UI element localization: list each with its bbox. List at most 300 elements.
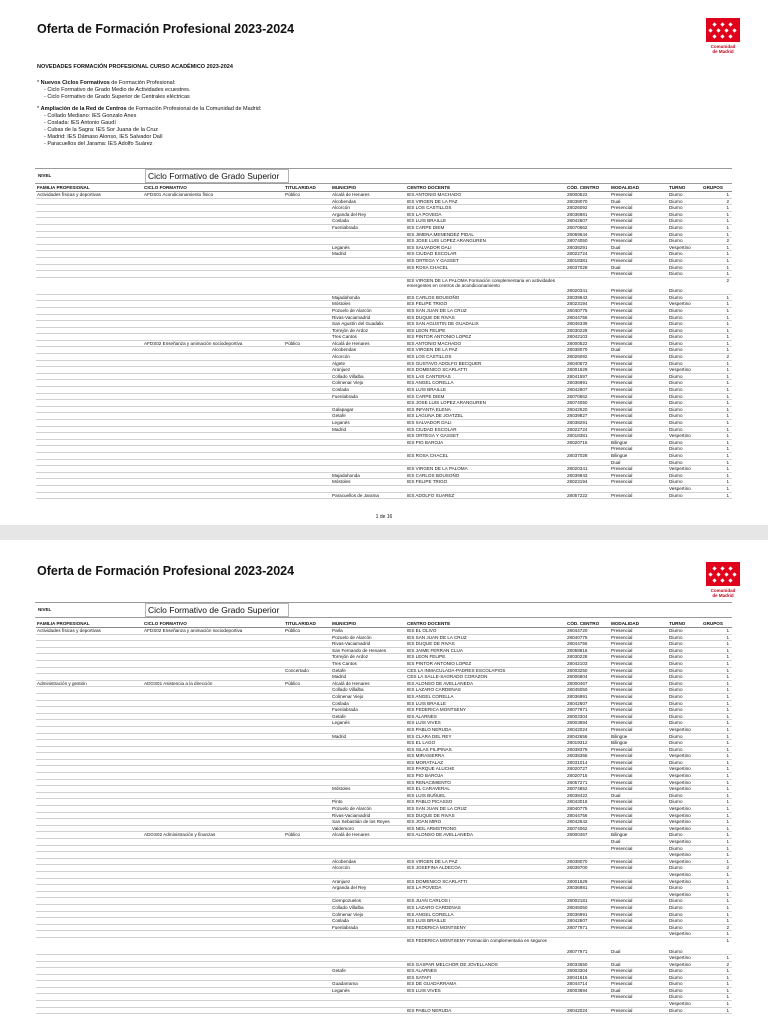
grupos-cell: 1 xyxy=(702,726,732,733)
modalidad-cell: Presencial xyxy=(610,294,668,301)
centro-cell: IES SAN JUAN DE LA CRUZ xyxy=(406,806,566,813)
codigo-cell: 28038070 xyxy=(566,347,610,354)
grupos-cell: 1 xyxy=(702,937,732,954)
centro-cell: IES PINTOR ANTONIO LOPEZ xyxy=(406,334,566,341)
table-row xyxy=(36,878,732,885)
modalidad-cell: Presencial xyxy=(610,367,668,374)
familia-cell: Administración y gestión xyxy=(36,680,143,687)
centro-cell: IES EL OLIVO xyxy=(406,628,566,635)
grupos-cell: 1 xyxy=(702,314,732,321)
grupos-cell: 1 xyxy=(702,931,732,938)
centro-cell: IES JOSE LUIS LOPEZ ARANGUREN xyxy=(406,400,566,407)
titularidad-cell xyxy=(284,733,331,740)
familia-cell xyxy=(36,924,143,931)
grupos-cell: 1 xyxy=(702,981,732,988)
grupos-cell: 2 xyxy=(702,238,732,245)
familia-cell xyxy=(36,426,143,433)
grupos-cell: 1 xyxy=(702,693,732,700)
familia-cell xyxy=(36,1001,143,1008)
grupos-cell: 1 xyxy=(702,406,732,413)
turno-cell: Vespertino xyxy=(668,839,702,846)
codigo-cell: 28026092 xyxy=(566,354,610,361)
modalidad-cell: Presencial xyxy=(610,413,668,420)
turno-cell: Vespertino xyxy=(668,961,702,968)
titularidad-cell xyxy=(284,433,331,440)
table-row xyxy=(36,321,732,328)
grupos-cell: 1 xyxy=(702,218,732,225)
grupos-cell: 1 xyxy=(702,898,732,905)
codigo-cell: 28033650 xyxy=(566,961,610,968)
codigo-cell: 28074050 xyxy=(566,400,610,407)
table-row xyxy=(36,426,732,433)
table-row xyxy=(36,871,732,878)
centro-cell: IES SAN AGUSTIN DE GUADALIX xyxy=(406,321,566,328)
familia-cell xyxy=(36,271,143,278)
titularidad-cell xyxy=(284,211,331,218)
titularidad-cell xyxy=(284,674,331,681)
ciclo-cell xyxy=(143,845,284,852)
table-row xyxy=(36,898,732,905)
centro-cell: CES LA SALLE-SAGRADO CORAZON xyxy=(406,674,566,681)
familia-cell xyxy=(36,393,143,400)
centro-cell: IES ANGEL CORELLA xyxy=(406,693,566,700)
familia-cell xyxy=(36,446,143,453)
table-row xyxy=(36,720,732,727)
codigo-cell xyxy=(566,954,610,961)
titularidad-cell: Público xyxy=(284,832,331,839)
turno-cell: Diurno xyxy=(668,987,702,994)
col-titularidad: TITULARIDAD xyxy=(284,621,331,628)
table-row xyxy=(36,420,732,427)
familia-cell xyxy=(36,485,143,492)
modalidad-cell: Presencial xyxy=(610,693,668,700)
municipio-cell: Madrid xyxy=(331,251,406,258)
ciclo-cell xyxy=(143,733,284,740)
familia-cell xyxy=(36,433,143,440)
centro-cell: IES DUQUE DE RIVAS xyxy=(406,314,566,321)
titularidad-cell xyxy=(284,878,331,885)
ciclo-cell xyxy=(143,380,284,387)
modalidad-cell: Presencial xyxy=(610,786,668,793)
modalidad-cell: Presencial xyxy=(610,773,668,780)
table-row xyxy=(36,700,732,707)
modalidad-cell: Presencial xyxy=(610,251,668,258)
ciclo-cell xyxy=(143,294,284,301)
titularidad-cell xyxy=(284,891,331,898)
ciclo-cell xyxy=(143,426,284,433)
familia-cell xyxy=(36,720,143,727)
ciclo-cell xyxy=(143,218,284,225)
familia-cell xyxy=(36,713,143,720)
modalidad-cell: Presencial xyxy=(610,707,668,714)
grupos-cell: 1 xyxy=(702,878,732,885)
turno-cell: Vespertino xyxy=(668,852,702,859)
municipio-cell xyxy=(331,753,406,760)
grupos-cell: 1 xyxy=(702,858,732,865)
titularidad-cell: Concertado xyxy=(284,667,331,674)
turno-cell: Diurno xyxy=(668,634,702,641)
centro-cell: IES PIO BAROJA xyxy=(406,773,566,780)
grupos-cell: 1 xyxy=(702,786,732,793)
codigo-cell: 28022724 xyxy=(566,426,610,433)
familia-cell xyxy=(36,321,143,328)
municipio-cell: Arganda del Rey xyxy=(331,211,406,218)
familia-cell xyxy=(36,231,143,238)
modalidad-cell: Presencial xyxy=(610,192,668,199)
ciclo-cell: ADGS02 Administración y finanzas xyxy=(143,832,284,839)
turno-cell: Diurno xyxy=(668,257,702,264)
col-titularidad: TITULARIDAD xyxy=(284,185,331,192)
ciclo-cell xyxy=(143,634,284,641)
familia-cell xyxy=(36,647,143,654)
grupos-cell: 1 xyxy=(702,393,732,400)
municipio-cell: Majadahonda xyxy=(331,294,406,301)
table-row xyxy=(36,334,732,341)
centro-cell xyxy=(406,931,566,938)
table-row xyxy=(36,406,732,413)
turno-cell: Diurno xyxy=(668,911,702,918)
table-row xyxy=(36,492,732,499)
familia-cell xyxy=(36,459,143,466)
modalidad-cell: Presencial xyxy=(610,314,668,321)
familia-cell xyxy=(36,472,143,479)
table-row xyxy=(36,674,732,681)
modalidad-cell: Presencial xyxy=(610,340,668,347)
table-row xyxy=(36,354,732,361)
titularidad-cell xyxy=(284,924,331,931)
familia-cell xyxy=(36,806,143,813)
titularidad-cell xyxy=(284,812,331,819)
centro-cell: IES LEON FELIPE xyxy=(406,654,566,661)
modalidad-cell: Presencial xyxy=(610,924,668,931)
titularidad-cell xyxy=(284,766,331,773)
familia-cell xyxy=(36,674,143,681)
modalidad-cell: Presencial xyxy=(610,819,668,826)
ciclo-cell xyxy=(143,373,284,380)
turno-cell: Diurno xyxy=(668,211,702,218)
municipio-cell: Parla xyxy=(331,628,406,635)
turno-cell: Vespertino xyxy=(668,871,702,878)
grupos-cell: 1 xyxy=(702,257,732,264)
ciclo-cell xyxy=(143,492,284,499)
ciclo-cell xyxy=(143,660,284,667)
centro-cell: IES LUIS BRAILLE xyxy=(406,700,566,707)
news-sub-item: - Collado Mediano: IES Gonzalo Anes xyxy=(44,113,137,119)
familia-cell xyxy=(36,224,143,231)
titularidad-cell xyxy=(284,314,331,321)
turno-cell: Diurno xyxy=(668,373,702,380)
ciclo-cell xyxy=(143,812,284,819)
centro-cell: IES FEDERICA MONTSENY xyxy=(406,707,566,714)
turno-cell: Diurno xyxy=(668,205,702,212)
codigo-cell: 28003250 xyxy=(566,667,610,674)
municipio-cell: Paracuellos de Jarama xyxy=(331,492,406,499)
familia-cell: Actividades físicas y deportivas xyxy=(36,628,143,635)
turno-cell: Diurno xyxy=(668,660,702,667)
codigo-cell: 28042656 xyxy=(566,733,610,740)
grupos-cell: 1 xyxy=(702,446,732,453)
centro-cell: IES LUIS VIVES xyxy=(406,720,566,727)
familia-cell xyxy=(36,244,143,251)
table-row xyxy=(36,707,732,714)
centro-cell: IES FEDERICA MONTSENY Formación complementaria en seguros xyxy=(406,937,566,954)
centro-cell: IES FEDERICA MONTSENY xyxy=(406,924,566,931)
turno-cell: Vespertino xyxy=(668,244,702,251)
centro-cell: IES SATAFI xyxy=(406,974,566,981)
turno-cell: Diurno xyxy=(668,446,702,453)
ciclo-cell xyxy=(143,987,284,994)
modalidad-cell: Presencial xyxy=(610,446,668,453)
familia-cell xyxy=(36,400,143,407)
titularidad-cell xyxy=(284,687,331,694)
codigo-cell: 28030228 xyxy=(566,327,610,334)
codigo-cell: 28070662 xyxy=(566,393,610,400)
codigo-cell xyxy=(566,1001,610,1008)
familia-cell xyxy=(36,479,143,486)
ciclo-cell: AFDS01 Acondicionamiento físico xyxy=(143,192,284,199)
codigo-cell: 28036991 xyxy=(566,380,610,387)
modalidad-cell: Dual xyxy=(610,839,668,846)
titularidad-cell xyxy=(284,740,331,747)
grupos-cell: 1 xyxy=(702,271,732,278)
table-row xyxy=(36,885,732,892)
table-row xyxy=(36,954,732,961)
turno-cell: Diurno xyxy=(668,674,702,681)
grupos-cell: 1 xyxy=(702,347,732,354)
grupos-cell: 1 xyxy=(702,667,732,674)
table-row xyxy=(36,680,732,687)
ciclo-cell xyxy=(143,466,284,473)
grupos-cell: 1 xyxy=(702,192,732,199)
table-row xyxy=(36,726,732,733)
codigo-cell: 28057222 xyxy=(566,492,610,499)
codigo-cell xyxy=(566,994,610,1001)
grupos-cell: 1 xyxy=(702,812,732,819)
modalidad-cell: Presencial xyxy=(610,628,668,635)
centro-cell: IES CLARA DEL REY xyxy=(406,733,566,740)
centro-cell: IES EL CARAVERAL xyxy=(406,786,566,793)
familia-cell xyxy=(36,340,143,347)
turno-cell: Diurno xyxy=(668,218,702,225)
grupos-cell: 1 xyxy=(702,211,732,218)
titularidad-cell xyxy=(284,413,331,420)
familia-cell xyxy=(36,360,143,367)
turno-cell: Diurno xyxy=(668,472,702,479)
familia-cell xyxy=(36,667,143,674)
nivel-label: NIVEL xyxy=(38,173,52,178)
grupos-cell: 1 xyxy=(702,713,732,720)
titularidad-cell xyxy=(284,400,331,407)
codigo-cell: 28074062 xyxy=(566,825,610,832)
grupos-cell: 1 xyxy=(702,327,732,334)
grupos-cell: 1 xyxy=(702,321,732,328)
ciclo-cell xyxy=(143,825,284,832)
titularidad-cell xyxy=(284,347,331,354)
ciclo-cell xyxy=(143,485,284,492)
table-row xyxy=(36,479,732,486)
grupos-cell: 1 xyxy=(702,753,732,760)
turno-cell: Diurno xyxy=(668,937,702,954)
ciclo-cell xyxy=(143,819,284,826)
grupos-cell: 1 xyxy=(702,687,732,694)
familia-cell xyxy=(36,726,143,733)
grupos-cell: 1 xyxy=(702,987,732,994)
grupos-cell: 1 xyxy=(702,479,732,486)
turno-cell: Diurno xyxy=(668,898,702,905)
familia-cell xyxy=(36,198,143,205)
modalidad-cell: Dual xyxy=(610,459,668,466)
modalidad-cell: Presencial xyxy=(610,271,668,278)
municipio-cell: Valdemoro xyxy=(331,825,406,832)
familia-cell xyxy=(36,981,143,988)
modalidad-cell: Presencial xyxy=(610,878,668,885)
turno-cell: Diurno xyxy=(668,413,702,420)
table-row xyxy=(36,911,732,918)
turno-cell: Diurno xyxy=(668,994,702,1001)
modalidad-cell: Presencial xyxy=(610,360,668,367)
modalidad-cell: Presencial xyxy=(610,904,668,911)
table-row xyxy=(36,224,732,231)
centro-cell: IES MORATALAZ xyxy=(406,759,566,766)
centro-cell: IES NEIL ARMSTRONG xyxy=(406,825,566,832)
municipio-cell: Leganés xyxy=(331,987,406,994)
familia-cell xyxy=(36,968,143,975)
news-sub-item: - Madrid: IES Dámaso Alonso, IES Salvador Dalí xyxy=(44,134,163,140)
titularidad-cell xyxy=(284,277,331,294)
titularidad-cell xyxy=(284,459,331,466)
ciclo-cell xyxy=(143,974,284,981)
document-title: Oferta de Formación Profesional 2023-2024 xyxy=(37,22,295,36)
codigo-cell: 28036991 xyxy=(566,911,610,918)
table-row xyxy=(36,766,732,773)
municipio-cell xyxy=(331,433,406,440)
table-row xyxy=(36,1007,732,1014)
centro-cell: IES CIUDAD ESCOLAR xyxy=(406,251,566,258)
modalidad-cell: Presencial xyxy=(610,307,668,314)
modalidad-cell xyxy=(610,1001,668,1008)
table-row xyxy=(36,628,732,635)
table-row xyxy=(36,485,732,492)
codigo-cell: 28046339 xyxy=(566,321,610,328)
ciclo-cell xyxy=(143,871,284,878)
comunidad-de-madrid-logo xyxy=(704,18,742,54)
titularidad-cell xyxy=(284,700,331,707)
grupos-cell: 1 xyxy=(702,733,732,740)
modalidad-cell: Presencial xyxy=(610,974,668,981)
ciclo-cell xyxy=(143,740,284,747)
grupos-cell: 1 xyxy=(702,806,732,813)
centro-cell xyxy=(406,871,566,878)
titularidad-cell xyxy=(284,918,331,925)
offer-table-page-2 xyxy=(36,621,732,1014)
municipio-cell: Galapagar xyxy=(331,406,406,413)
centro-cell: IES LAGUNA DE JOATZEL xyxy=(406,413,566,420)
turno-cell: Diurno xyxy=(668,406,702,413)
codigo-cell: 28018381 xyxy=(566,257,610,264)
grupos-cell: 2 xyxy=(702,865,732,872)
centro-cell: IES JAIME FERRAN CLUA xyxy=(406,647,566,654)
madrid-flag-icon xyxy=(706,562,740,586)
grupos-cell: 1 xyxy=(702,720,732,727)
codigo-cell: 28057271 xyxy=(566,779,610,786)
table-row xyxy=(36,257,732,264)
titularidad-cell xyxy=(284,479,331,486)
titularidad-cell xyxy=(284,264,331,271)
col-municipio: MUNICIPIO xyxy=(331,621,406,628)
municipio-cell: Guadarrama xyxy=(331,981,406,988)
titularidad-cell xyxy=(284,852,331,859)
familia-cell xyxy=(36,918,143,925)
grupos-cell: 1 xyxy=(702,433,732,440)
familia-cell xyxy=(36,334,143,341)
municipio-cell: Colmenar Viejo xyxy=(331,911,406,918)
grupos-cell: 1 xyxy=(702,231,732,238)
turno-cell: Diurno xyxy=(668,885,702,892)
municipio-cell: Collado Villalba xyxy=(331,687,406,694)
centro-cell: IES CIUDAD ESCOLAR xyxy=(406,426,566,433)
centro-cell: IES PABLO NERUDA xyxy=(406,726,566,733)
grupos-cell: 1 xyxy=(702,911,732,918)
table-row xyxy=(36,753,732,760)
table-row xyxy=(36,746,732,753)
modalidad-cell: Presencial xyxy=(610,812,668,819)
codigo-cell: 28019312 xyxy=(566,740,610,747)
titularidad-cell xyxy=(284,654,331,661)
municipio-cell: Alcobendas xyxy=(331,198,406,205)
titularidad-cell xyxy=(284,839,331,846)
turno-cell: Diurno xyxy=(668,251,702,258)
familia-cell xyxy=(36,211,143,218)
codigo-cell xyxy=(566,871,610,878)
ciclo-cell xyxy=(143,479,284,486)
grupos-cell: 1 xyxy=(702,628,732,635)
codigo-cell: 28003894 xyxy=(566,720,610,727)
codigo-cell: 28041615 xyxy=(566,974,610,981)
ciclo-cell: AFDS02 Enseñanza y animación sociodeportiva xyxy=(143,340,284,347)
grupos-cell: 1 xyxy=(702,773,732,780)
grupos-cell: 1 xyxy=(702,439,732,446)
centro-cell xyxy=(406,994,566,1001)
municipio-cell xyxy=(331,937,406,954)
titularidad-cell xyxy=(284,301,331,308)
centro-cell: IES PINTOR ANTONIO LOPEZ xyxy=(406,660,566,667)
titularidad-cell xyxy=(284,753,331,760)
municipio-cell: Collado Villalba xyxy=(331,904,406,911)
codigo-cell: 28077971 xyxy=(566,924,610,931)
grupos-cell: 1 xyxy=(702,779,732,786)
codigo-cell: 28045050 xyxy=(566,904,610,911)
familia-cell xyxy=(36,439,143,446)
municipio-cell xyxy=(331,792,406,799)
ciclo-cell xyxy=(143,720,284,727)
grupos-cell: 1 xyxy=(702,634,732,641)
modalidad-cell: Dual xyxy=(610,347,668,354)
turno-cell: Vespertino xyxy=(668,806,702,813)
turno-cell: Vespertino xyxy=(668,367,702,374)
news-sub-item: - Ciclo Formativo de Grado Superior de Centrales eléctricas xyxy=(44,94,190,100)
familia-cell xyxy=(36,257,143,264)
ciclo-cell xyxy=(143,968,284,975)
table-row xyxy=(36,792,732,799)
modalidad-cell: Dual xyxy=(610,264,668,271)
codigo-cell: 28023194 xyxy=(566,301,610,308)
codigo-cell: 28000467 xyxy=(566,680,610,687)
titularidad-cell xyxy=(284,244,331,251)
table-row xyxy=(36,904,732,911)
grupos-cell: 2 xyxy=(702,277,732,294)
modalidad-cell: Presencial xyxy=(610,968,668,975)
municipio-cell: Fuenlabrada xyxy=(331,224,406,231)
